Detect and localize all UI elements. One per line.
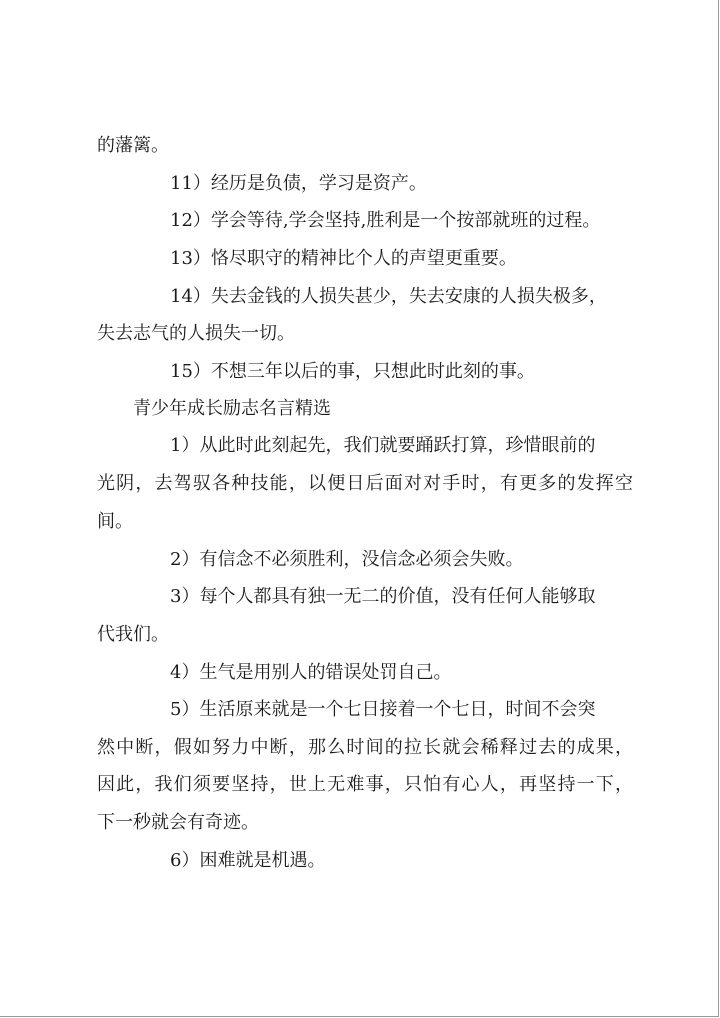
- quote-11: 11）经历是负债，学习是资产。: [170, 173, 427, 194]
- quote-4: 4）生气是用别人的错误处罚自己。: [170, 662, 452, 683]
- text-line: 然中断，假如努力中断，那么时间的拉长就会稀释过去的成果，: [97, 737, 633, 758]
- quote-12: 12）学会等待,学会坚持,胜利是一个按部就班的过程。: [170, 210, 601, 231]
- quote-14: 14）失去金钱的人损失甚少，失去安康的人损失极多，: [170, 286, 607, 307]
- section-heading: 青少年成长励志名言精选: [133, 398, 331, 419]
- text-line: 因此，我们须要坚持，世上无难事，只怕有心人，再坚持一下，: [97, 774, 633, 795]
- text-line: 代我们。: [97, 624, 169, 645]
- text-line: 光阴，去驾驭各种技能，以便日后面对对手时，有更多的发挥空: [97, 473, 633, 494]
- quote-5: 5）生活原来就是一个七日接着一个七日，时间不会突: [170, 699, 596, 720]
- quote-15: 15）不想三年以后的事，只想此时此刻的事。: [170, 361, 535, 382]
- quote-2: 2）有信念不必须胜利，没信念必须会失败。: [170, 549, 524, 570]
- quote-3: 3）每个人都具有独一无二的价值，没有任何人能够取: [170, 586, 596, 607]
- quote-13: 13）恪尽职守的精神比个人的声望更重要。: [170, 248, 517, 269]
- text-line: 下一秒就会有奇迹。: [97, 812, 259, 833]
- quote-6: 6）困难就是机遇。: [170, 850, 326, 871]
- text-line: 间。: [97, 511, 133, 532]
- text-line: 的藩篱。: [97, 135, 169, 156]
- quote-1: 1）从此时此刻起先，我们就要踊跃打算，珍惜眼前的: [170, 435, 596, 456]
- text-line: 失去志气的人损失一切。: [97, 323, 295, 344]
